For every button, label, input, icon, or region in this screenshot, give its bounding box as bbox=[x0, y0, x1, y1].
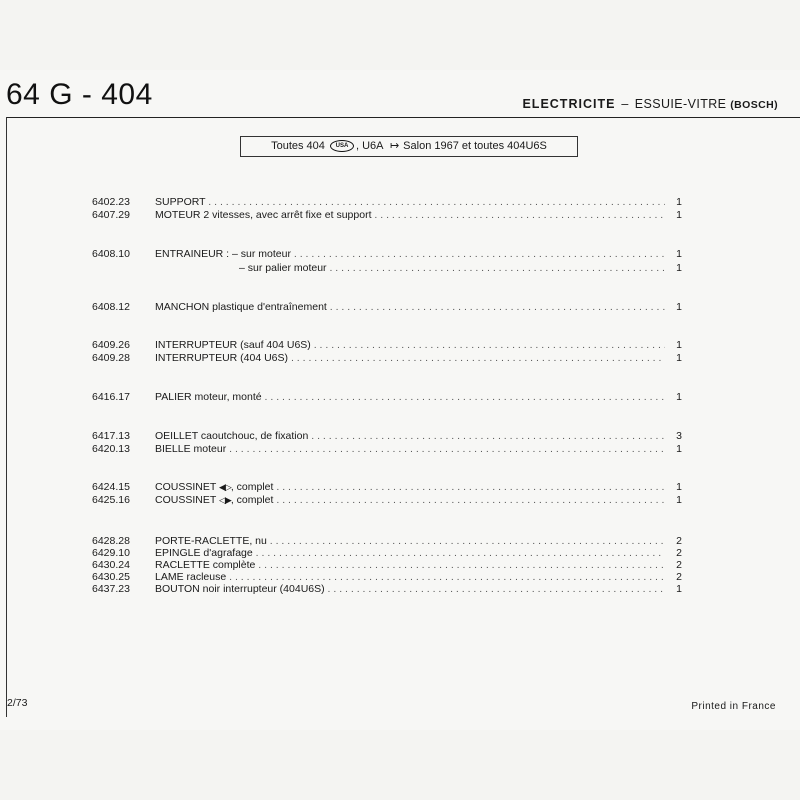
part-qty: 1 bbox=[676, 443, 682, 455]
usa-oval-icon: USA bbox=[330, 140, 354, 152]
part-desc: MOTEUR 2 vitesses, avec arrêt fixe et support . . . bbox=[155, 209, 665, 221]
part-qty: 1 bbox=[676, 352, 682, 364]
part-row bbox=[0, 391, 800, 403]
part-qty: 1 bbox=[676, 481, 682, 493]
part-desc bbox=[155, 481, 665, 493]
part-ref: 6408.12 bbox=[92, 301, 130, 313]
footer-printed: Printed in France bbox=[691, 701, 776, 712]
part-row bbox=[0, 262, 800, 274]
part-desc: PALIER moteur, monté . . . bbox=[155, 391, 665, 403]
part-row bbox=[0, 559, 800, 571]
part-desc: ENTRAINEUR : – sur moteur . . . bbox=[155, 248, 665, 260]
part-desc: BOUTON noir interrupteur (404U6S) . . . bbox=[155, 583, 665, 595]
part-ref: 6437.23 bbox=[92, 583, 130, 595]
part-desc-suffix: , complet bbox=[230, 494, 274, 506]
part-qty: 2 bbox=[676, 571, 682, 583]
part-desc-main: COUSSINET bbox=[155, 481, 217, 493]
bushing-left-icon: ◀▷ bbox=[219, 482, 231, 493]
part-row bbox=[0, 583, 800, 595]
part-row bbox=[0, 352, 800, 364]
part-desc-main: COUSSINET bbox=[155, 494, 217, 506]
part-ref: 6430.24 bbox=[92, 559, 130, 571]
document-code: 64 G - 404 bbox=[6, 78, 153, 111]
part-row bbox=[0, 339, 800, 351]
part-ref: 6417.13 bbox=[92, 430, 130, 442]
part-desc: EPINGLE d'agrafage . . . bbox=[155, 547, 665, 559]
part-ref: 6420.13 bbox=[92, 443, 130, 455]
applicability-prefix: Toutes 404 bbox=[271, 140, 325, 152]
arrow-right-icon: ↦ bbox=[389, 140, 400, 152]
applicability-box bbox=[240, 136, 578, 157]
part-ref: 6430.25 bbox=[92, 571, 130, 583]
part-qty: 2 bbox=[676, 547, 682, 559]
part-ref: 6409.28 bbox=[92, 352, 130, 364]
part-ref: 6424.15 bbox=[92, 481, 130, 493]
subsection-name: ESSUIE-VITRE bbox=[634, 97, 727, 111]
part-row bbox=[0, 301, 800, 313]
part-row bbox=[0, 481, 800, 493]
part-qty: 1 bbox=[676, 583, 682, 595]
part-ref: 6408.10 bbox=[92, 248, 130, 260]
part-ref: 6416.17 bbox=[92, 391, 130, 403]
part-ref: 6425.16 bbox=[92, 494, 130, 506]
part-qty: 1 bbox=[676, 339, 682, 351]
part-desc: LAME racleuse . . . bbox=[155, 571, 665, 583]
part-qty: 1 bbox=[676, 494, 682, 506]
part-qty: 1 bbox=[676, 248, 682, 260]
part-row bbox=[0, 248, 800, 260]
part-desc: SUPPORT . . . bbox=[155, 196, 665, 208]
part-row bbox=[0, 196, 800, 208]
section-title bbox=[522, 97, 778, 111]
part-row bbox=[0, 209, 800, 221]
part-row bbox=[0, 430, 800, 442]
part-ref: 6428.28 bbox=[92, 535, 130, 547]
title-dash: – bbox=[621, 97, 629, 111]
bushing-right-icon: ◁▶ bbox=[219, 495, 231, 506]
part-qty: 1 bbox=[676, 391, 682, 403]
part-qty: 2 bbox=[676, 559, 682, 571]
part-desc: INTERRUPTEUR (sauf 404 U6S) . . . bbox=[155, 339, 665, 351]
part-row bbox=[0, 494, 800, 506]
part-qty: 3 bbox=[676, 430, 682, 442]
part-desc: MANCHON plastique d'entraînement . . . bbox=[155, 301, 665, 313]
part-qty: 1 bbox=[676, 262, 682, 274]
part-desc: INTERRUPTEUR (404 U6S) . . . bbox=[155, 352, 665, 364]
part-ref: 6409.26 bbox=[92, 339, 130, 351]
maker-name: (BOSCH) bbox=[730, 99, 778, 111]
part-desc: BIELLE moteur . . . bbox=[155, 443, 665, 455]
part-qty: 1 bbox=[676, 196, 682, 208]
part-qty: 1 bbox=[676, 301, 682, 313]
part-desc: – sur palier moteur . . . bbox=[239, 262, 665, 274]
part-desc: RACLETTE complète . . . bbox=[155, 559, 665, 571]
part-desc bbox=[155, 494, 665, 506]
part-row bbox=[0, 547, 800, 559]
part-desc: PORTE-RACLETTE, nu . . . bbox=[155, 535, 665, 547]
section-name: ELECTRICITE bbox=[522, 97, 616, 111]
part-ref: 6407.29 bbox=[92, 209, 130, 221]
part-ref: 6429.10 bbox=[92, 547, 130, 559]
applicability-middle: , U6A bbox=[355, 140, 383, 152]
part-desc-suffix: , complet bbox=[230, 481, 274, 493]
part-ref: 6402.23 bbox=[92, 196, 130, 208]
applicability-suffix: Salon 1967 et toutes 404U6S bbox=[403, 140, 547, 152]
part-desc: OEILLET caoutchouc, de fixation . . . bbox=[155, 430, 665, 442]
part-row bbox=[0, 571, 800, 583]
part-row bbox=[0, 535, 800, 547]
part-qty: 1 bbox=[676, 209, 682, 221]
part-row bbox=[0, 443, 800, 455]
header-rule bbox=[6, 117, 800, 118]
footer-date: 2/73 bbox=[7, 697, 28, 709]
part-qty: 2 bbox=[676, 535, 682, 547]
